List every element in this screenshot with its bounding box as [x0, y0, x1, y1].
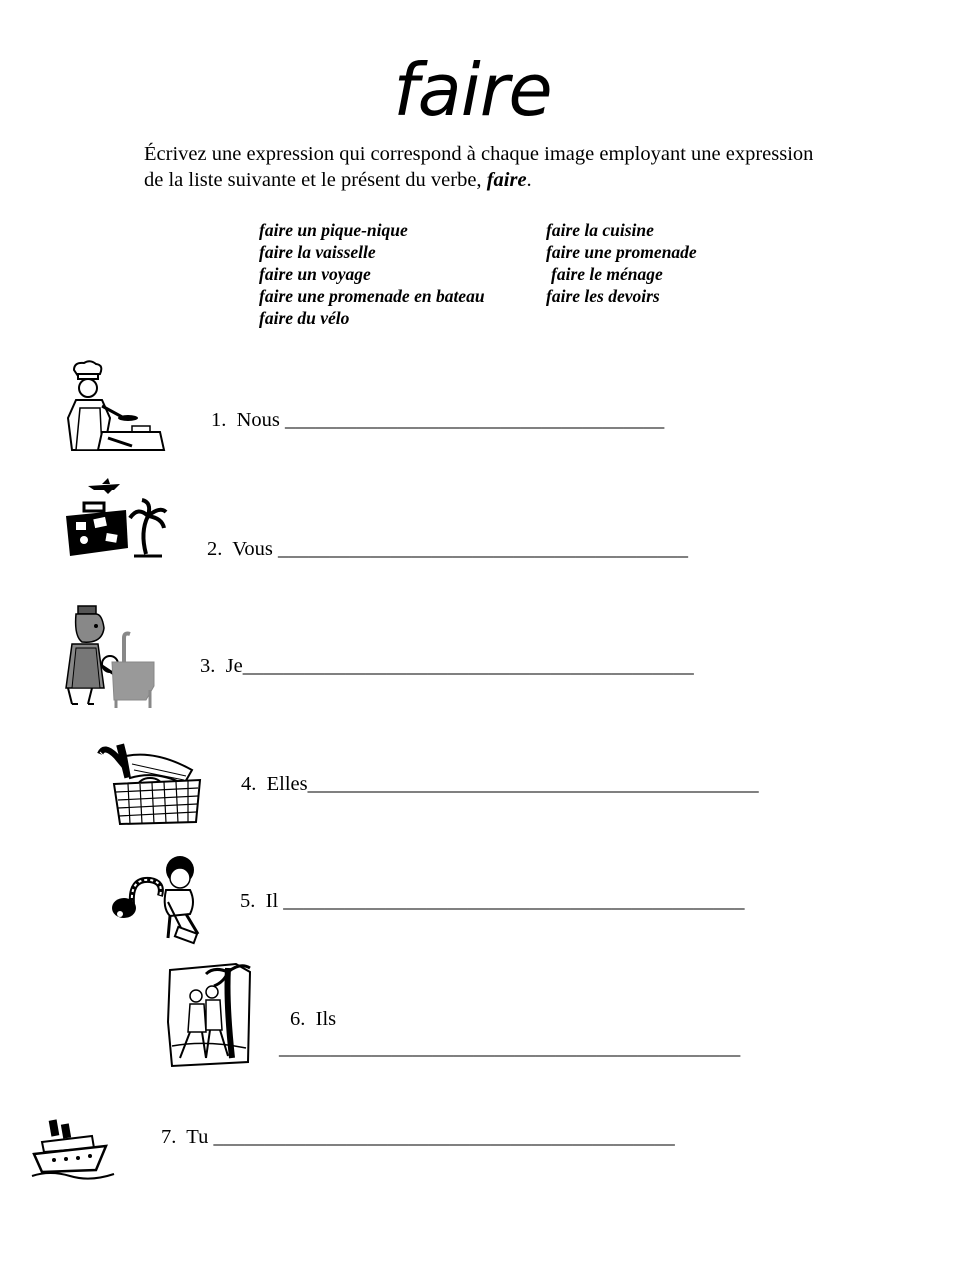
page-title: faire	[393, 48, 552, 132]
question-number: 5.	[240, 890, 256, 912]
expression-item: faire la cuisine	[546, 220, 654, 240]
question-number: 4.	[241, 773, 257, 795]
answer-blank[interactable]: _____________________________________________	[213, 1126, 675, 1148]
question-4	[241, 772, 759, 796]
question-5	[240, 889, 745, 913]
question-number: 7.	[161, 1126, 177, 1148]
expression-item: faire les devoirs	[546, 286, 660, 306]
expression-item: faire une promenade	[546, 242, 697, 262]
vacuum-cleaning-icon	[110, 852, 208, 948]
expression-item: faire un voyage	[259, 264, 371, 284]
question-6	[290, 1007, 336, 1031]
question-subject: Il	[265, 890, 279, 912]
expression-list-right	[546, 219, 697, 307]
chef-cooking-icon	[62, 360, 167, 452]
question-number: 1.	[211, 409, 227, 431]
answer-blank[interactable]: ____________________________________________	[307, 773, 759, 795]
question-3	[200, 654, 694, 678]
question-number: 3.	[200, 655, 216, 677]
boat-icon	[30, 1118, 116, 1182]
question-subject: Je	[225, 655, 243, 677]
suitcase-travel-icon	[62, 476, 168, 560]
expression-item: faire du vélo	[259, 308, 350, 328]
expression-item: faire le ménage	[551, 264, 663, 284]
question-subject: Ils	[315, 1008, 337, 1030]
picnic-basket-icon	[96, 740, 202, 826]
instructions	[144, 141, 824, 193]
answer-blank[interactable]: ____________________________________________	[242, 655, 694, 677]
question-2	[207, 537, 688, 561]
instructions-end: .	[526, 169, 532, 191]
answer-blank[interactable]: _____________________________________________	[283, 890, 745, 912]
question-subject: Vous	[232, 538, 273, 560]
question-number: 6.	[290, 1008, 306, 1030]
instructions-text: Écrivez une expression qui correspond à chaque image employant une expression de la liste suivante et le présent du verbe,	[144, 143, 814, 191]
question-subject: Elles	[266, 773, 308, 795]
expression-item: faire une promenade en bateau	[259, 286, 485, 306]
question-subject: Nous	[236, 409, 280, 431]
expression-item: faire un pique-nique	[259, 220, 408, 240]
question-1	[211, 408, 664, 432]
question-6-answer	[279, 1036, 740, 1060]
instructions-verb: faire	[486, 169, 527, 191]
answer-blank[interactable]: ________________________________________	[278, 538, 689, 560]
expression-item: faire la vaisselle	[259, 242, 376, 262]
question-subject: Tu	[186, 1126, 209, 1148]
question-number: 2.	[207, 538, 223, 560]
expression-list-left	[259, 219, 485, 329]
answer-blank[interactable]: _____________________________________________	[279, 1037, 741, 1059]
washing-dishes-icon	[58, 604, 158, 708]
couple-walking-icon	[166, 962, 254, 1070]
answer-blank[interactable]: _____________________________________	[285, 409, 665, 431]
question-7	[161, 1125, 675, 1149]
